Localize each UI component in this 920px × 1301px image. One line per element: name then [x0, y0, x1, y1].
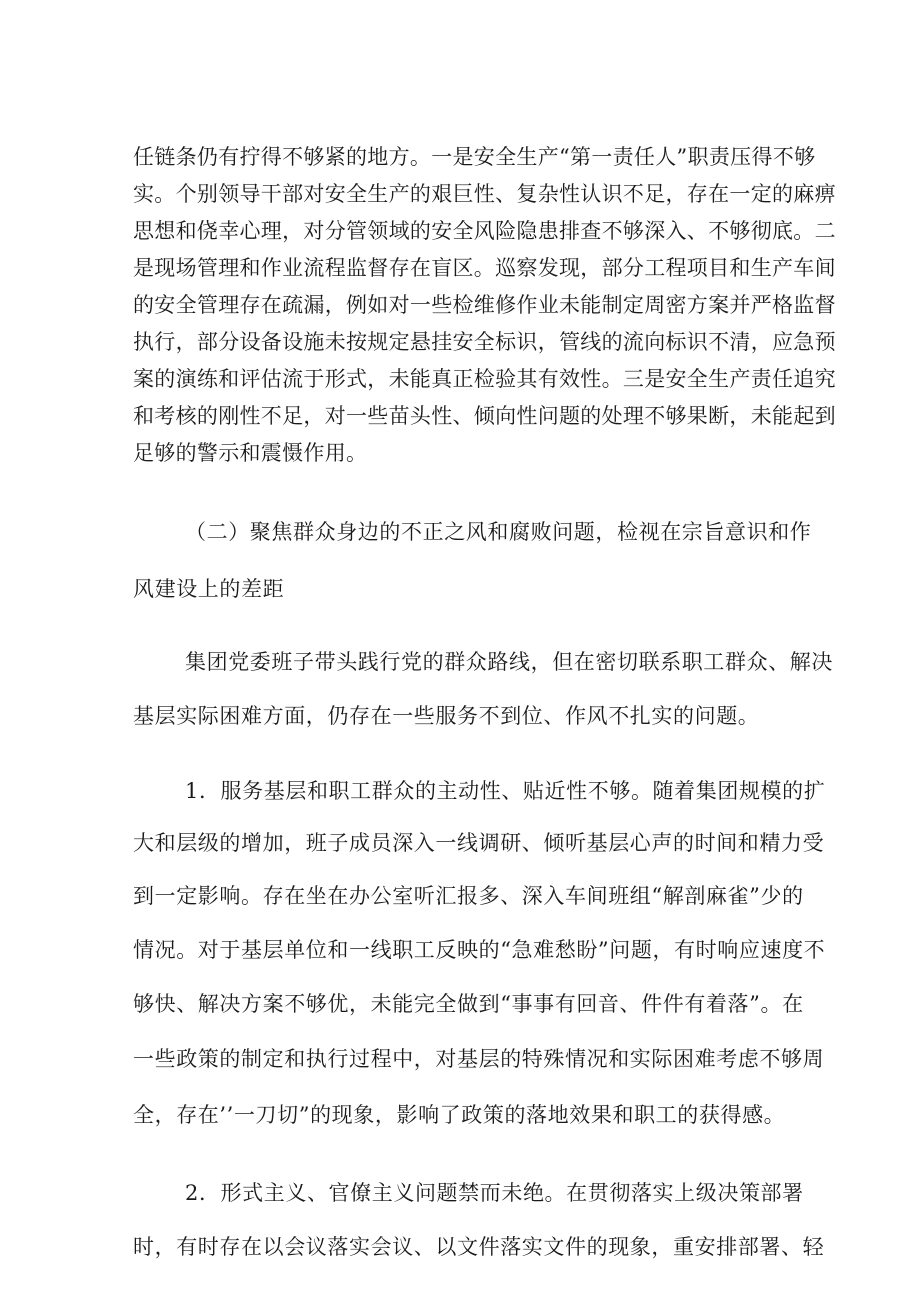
text-line: 情况。对于基层单位和一线职工反映的“急难愁盼”问题，有时响应速度不: [133, 938, 826, 962]
text-line: 时，有时存在以会议落实会议、以文件落实文件的现象，重安排部署、轻: [133, 1235, 825, 1259]
text-line: 足够的警示和震慑作用。: [133, 441, 368, 465]
text-line: 到一定影响。存在坐在办公室听汇报多、深入车间班组“解剖麻雀”少的: [133, 884, 804, 908]
text-line: 基层实际困难方面，仍存在一些服务不到位、作风不扎实的问题。: [133, 704, 760, 728]
text-line: 1．服务基层和职工群众的主动性、贴近性不够。随着集团规模的扩: [185, 779, 826, 803]
text-line: 案的演练和评估流于形式，未能真正检验其有效性。三是安全生产责任追究: [133, 367, 836, 391]
text-line: 是现场管理和作业流程监督存在盲区。巡察发现，部分工程项目和生产车间: [133, 256, 836, 280]
text-line: 大和层级的增加，班子成员深入一线调研、倾听基层心声的时间和精力受: [133, 831, 825, 855]
heading-line: 风建设上的差距: [133, 577, 285, 601]
text-line: 一些政策的制定和执行过程中，对基层的特殊情况和实际困难考虑不够周: [133, 1047, 825, 1071]
text-line: 全，存在’’一刀切”的现象，影响了政策的落地效果和职工的获得感。: [133, 1103, 786, 1127]
text-line: 的安全管理存在疏漏，例如对一些检维修作业未能制定周密方案并严格监督: [133, 293, 836, 317]
text-line: 实。个别领导干部对安全生产的艰巨性、复杂性认识不足，存在一定的麻痹: [133, 182, 836, 206]
text-line: 执行，部分设备设施未按规定悬挂安全标识，管线的流向标识不清，应急预: [133, 330, 836, 354]
text-line: 2．形式主义、官僚主义问题禁而未绝。在贯彻落实上级决策部署: [185, 1181, 804, 1205]
text-line: 任链条仍有拧得不够紧的地方。一是安全生产“第一责任人”职责压得不够: [133, 145, 816, 169]
text-line: 和考核的刚性不足，对一些苗头性、倾向性问题的处理不够果断，未能起到: [133, 404, 836, 428]
text-line: 够快、解决方案不够优，未能完全做到“事事有回音、件件有着落”。在: [133, 992, 804, 1016]
text-line: 集团党委班子带头践行党的群众路线，但在密切联系职工群众、解决: [185, 650, 833, 674]
heading-line: （二）聚焦群众身边的不正之风和腐败问题，检视在宗旨意识和作: [185, 520, 812, 544]
text-line: 思想和侥幸心理，对分管领域的安全风险隐患排查不够深入、不够彻底。二: [133, 219, 836, 243]
